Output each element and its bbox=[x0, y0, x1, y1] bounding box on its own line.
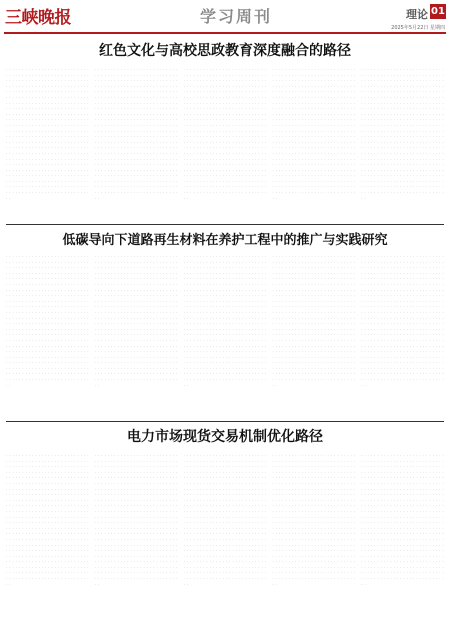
page-number-badge: 01 bbox=[431, 6, 445, 17]
unreadable-text-placeholder: · · · · · · · · · · · · · · · · · · · · · · · · · · · · · · · · · · · · · · · · · · · · · · · · · · · · · · · · · · · · · · · · · · · · · · · · · · · · · · · · · · · · · · · · · · · · · · · · · · · · · · · · · · · · · · · · · · · · · · · · · · · · · · · · · · · · · · · · · · · · · · · · · · · · · · · · · · · · · · · · · · · · · · · · · · · · · · · · · · · · · · · · · · · · · · · · · · · · · · · · · · · · · · · · · · · · · · · · · · · · · · · · · · · · · · · · · · · · · · · · · · · · · · · · · · · · · · · · · · · · · · · · · · · · · · · · · · · · · · · · · · · · · · · · · · · · · · · · · · · · · · · · · · · · · · · · · · · · · · · · · · · · · · · · · · · · · · · · · · · · · · · · · · · · · · · · · · · · · · · · · · · · · · · · · · · · · · · · · · · · · · · · · · · · · · · · · · · · · · · · · · · · · · · · · · · · · · · · · · · · · · · · · · · · · · · · · · · · · · · · · · · · · · · · · · · · · · · · · · · · · · · · · · · · · · · · · · · · · · · · · · · · · · · · · · · · · · · · · · · · · · · · · · · · · · · · · · · · · · · · · · · · · · · · · · · · · · · · · · · · · · · · · · · · · · · · · · · · · · · · · · · · · · · · · · · · · · · · · · · · · · · · · · · · · · · · · · · · · · · · bbox=[6, 453, 89, 587]
unreadable-text-placeholder: · · · · · · · · · · · · · · · · · · · · · · · · · · · · · · · · · · · · · · · · · · · · · · · · · · · · · · · · · · · · · · · · · · · · · · · · · · · · · · · · · · · · · · · · · · · · · · · · · · · · · · · · · · · · · · · · · · · · · · · · · · · · · · · · · · · · · · · · · · · · · · · · · · · · · · · · · · · · · · · · · · · · · · · · · · · · · · · · · · · · · · · · · · · · · · · · · · · · · · · · · · · · · · · · · · · · · · · · · · · · · · · · · · · · · · · · · · · · · · · · · · · · · · · · · · · · · · · · · · · · · · · · · · · · · · · · · · · · · · · · · · · · · · · · · · · · · · · · · · · · · · · · · · · · · · · · · · · · · · · · · · · · · · · · · · · · · · · · · · · · · · · · · · · · · · · · · · · · · · · · · · · · · · · · · · · · · · · · · · · · · · · · · · · · · · · · · · · · · · · · · · · · · · · · · · · · · · · · · · · · · · · · · · · · · · · · · · · · · · · · · · · · · · · · · · · · · · · · · · · · · · · · · · · · · · · · · · · · · · · · · · · · · · · · · · · · · · · · · · · · · · · · · · · · · · · · · · · · · · · · · · · · · · · · · · · · · · · · · · · · · · · · · · · · · · · · · · · · · · · · · · · · · · · · · · · · · · · · · · · · · · · · · · · · · · · · · · · · · · · · bbox=[361, 254, 444, 388]
article-body bbox=[6, 66, 444, 221]
unreadable-text-placeholder: · · · · · · · · · · · · · · · · · · · · · · · · · · · · · · · · · · · · · · · · · · · · · · · · · · · · · · · · · · · · · · · · · · · · · · · · · · · · · · · · · · · · · · · · · · · · · · · · · · · · · · · · · · · · · · · · · · · · · · · · · · · · · · · · · · · · · · · · · · · · · · · · · · · · · · · · · · · · · · · · · · · · · · · · · · · · · · · · · · · · · · · · · · · · · · · · · · · · · · · · · · · · · · · · · · · · · · · · · · · · · · · · · · · · · · · · · · · · · · · · · · · · · · · · · · · · · · · · · · · · · · · · · · · · · · · · · · · · · · · · · · · · · · · · · · · · · · · · · · · · · · · · · · · · · · · · · · · · · · · · · · · · · · · · · · · · · · · · · · · · · · · · · · · · · · · · · · · · · · · · · · · · · · · · · · · · · · · · · · · · · · · · · · · · · · · · · · · · · · · · · · · · · · · · · · · · · · · · · · · · · · · · · · · · · · · · · · · · · · · · · · · · · · · · · · · · · · · · · · · · · · · · · · · · · · · · · · · · · · · · · · · · · · · · · · · · · · · · · · · · · · · · · · · · · · · · · · · · · · · · · · · · · · · · · · · · · · · · · · · · · · · · · · · · · · · · · · · · · · · · · · · · · · · · · · · · · · · · · · · · · · · · · · · · · · · · · · · · · · · · bbox=[6, 254, 89, 388]
article-body bbox=[6, 452, 444, 636]
masthead bbox=[0, 0, 450, 36]
article-column bbox=[95, 452, 178, 636]
section-title: 学习周刊 bbox=[200, 7, 273, 26]
article-title: 电力市场现货交易机制优化路径 bbox=[127, 429, 323, 445]
article-column bbox=[6, 253, 89, 418]
unreadable-text-placeholder: · · · · · · · · · · · · · · · · · · · · · · · · · · · · · · · · · · · · · · · · · · · · · · · · · · · · · · · · · · · · · · · · · · · · · · · · · · · · · · · · · · · · · · · · · · · · · · · · · · · · · · · · · · · · · · · · · · · · · · · · · · · · · · · · · · · · · · · · · · · · · · · · · · · · · · · · · · · · · · · · · · · · · · · · · · · · · · · · · · · · · · · · · · · · · · · · · · · · · · · · · · · · · · · · · · · · · · · · · · · · · · · · · · · · · · · · · · · · · · · · · · · · · · · · · · · · · · · · · · · · · · · · · · · · · · · · · · · · · · · · · · · · · · · · · · · · · · · · · · · · · · · · · · · · · · · · · · · · · · · · · · · · · · · · · · · · · · · · · · · · · · · · · · · · · · · · · · · · · · · · · · · · · · · · · · · · · · · · · · · · · · · · · · · · · · · · · · · · · · · · · · · · · · · · · · · · · · · · · · · · · · · · · · · · · · · · · · · · · · · · · · · · · · · · · · · · · · · · · · · · · · · · · · · · · · · · · · · · · · · · · · · · · · · · · · · · · · · · · · · · · · · · · · · · · · · · · · · · · · · · · · · · · · · · · · · · · · · · · · · · · · · · · · · · · · · · · · · · · · · · · · · · · · · · · · · · · · · · · · · · · · · · · · · · · · · · · · · · · · · · bbox=[272, 453, 356, 587]
page-category: 理论 bbox=[406, 8, 428, 21]
article-divider bbox=[6, 224, 444, 225]
article-column bbox=[6, 452, 89, 636]
article-column bbox=[184, 66, 267, 221]
unreadable-text-placeholder: · · · · · · · · · · · · · · · · · · · · · · · · · · · · · · · · · · · · · · · · · · · · · · · · · · · · · · · · · · · · · · · · · · · · · · · · · · · · · · · · · · · · · · · · · · · · · · · · · · · · · · · · · · · · · · · · · · · · · · · · · · · · · · · · · · · · · · · · · · · · · · · · · · · · · · · · · · · · · · · · · · · · · · · · · · · · · · · · · · · · · · · · · · · · · · · · · · · · · · · · · · · · · · · · · · · · · · · · · · · · · · · · · · · · · · · · · · · · · · · · · · · · · · · · · · · · · · · · · · · · · · · · · · · · · · · · · · · · · · · · · · · · · · · · · · · · · · · · · · · · · · · · · · · · · · · · · · · · · · · · · · · · · · · · · · · · · · · · · · · · · · · · · · · · · · · · · · · · · · · · · · · · · · · · · · · · · · · · · · · · · · · · · · · · · · · · · · · · · · · · · · · · · · · · · · · · · · · · · · · · · · · · · · · · · · · · · · · · · · · · · · · · · · · · · · · · · · · · · · · · · · · · · · · · · · · · · · · · · · · · · · · · · · · · · · · · · · · · · · · · · · · · · · · · · · · · · · · · · · · · · · · · · · · · · · · · · · · · · · · · · · · · · · · · · · · · · · · · · · · · · · · · · · · · · · · · · · · · · · · · · · · · · · · · · · · · · · · · · · · · bbox=[272, 254, 356, 388]
unreadable-text-placeholder: · · · · · · · · · · · · · · · · · · · · · · · · · · · · · · · · · · · · · · · · · · · · · · · · · · · · · · · · · · · · · · · · · · · · · · · · · · · · · · · · · · · · · · · · · · · · · · · · · · · · · · · · · · · · · · · · · · · · · · · · · · · · · · · · · · · · · · · · · · · · · · · · · · · · · · · · · · · · · · · · · · · · · · · · · · · · · · · · · · · · · · · · · · · · · · · · · · · · · · · · · · · · · · · · · · · · · · · · · · · · · · · · · · · · · · · · · · · · · · · · · · · · · · · · · · · · · · · · · · · · · · · · · · · · · · · · · · · · · · · · · · · · · · · · · · · · · · · · · · · · · · · · · · · · · · · · · · · · · · · · · · · · · · · · · · · · · · · · · · · · · · · · · · · · · · · · · · · · · · · · · · · · · · · · · · · · · · · · · · · · · · · · · · · · · · · · · · · · · · · · · · · · · · · · · · · · · · · · · · · · · · · · · · · · · · · · · · · · · · · · · · · · · · · · · · · · · · · · · · · · · · · · · · · · · · · · · · · · · · · · · · · · · · · · · · · · · · · · · · · · · · · · · · · · · · · · · · · · · · · · · · · · · · · · · · · · · · · · · · · · · · · · · · · · · · · · · · · · · · · · · · · · · · · · · · · · · · · · · · · · · · · · · · · · · · · · · · · · · · · · bbox=[94, 67, 178, 201]
issue-date: 2025年5月22日 星期四 bbox=[391, 25, 445, 31]
article-title: 低碳导向下道路再生材料在养护工程中的推广与实践研究 bbox=[62, 233, 388, 248]
unreadable-text-placeholder: · · · · · · · · · · · · · · · · · · · · · · · · · · · · · · · · · · · · · · · · · · · · · · · · · · · · · · · · · · · · · · · · · · · · · · · · · · · · · · · · · · · · · · · · · · · · · · · · · · · · · · · · · · · · · · · · · · · · · · · · · · · · · · · · · · · · · · · · · · · · · · · · · · · · · · · · · · · · · · · · · · · · · · · · · · · · · · · · · · · · · · · · · · · · · · · · · · · · · · · · · · · · · · · · · · · · · · · · · · · · · · · · · · · · · · · · · · · · · · · · · · · · · · · · · · · · · · · · · · · · · · · · · · · · · · · · · · · · · · · · · · · · · · · · · · · · · · · · · · · · · · · · · · · · · · · · · · · · · · · · · · · · · · · · · · · · · · · · · · · · · · · · · · · · · · · · · · · · · · · · · · · · · · · · · · · · · · · · · · · · · · · · · · · · · · · · · · · · · · · · · · · · · · · · · · · · · · · · · · · · · · · · · · · · · · · · · · · · · · · · · · · · · · · · · · · · · · · · · · · · · · · · · · · · · · · · · · · · · · · · · · · · · · · · · · · · · · · · · · · · · · · · · · · · · · · · · · · · · · · · · · · · · · · · · · · · · · · · · · · · · · · · · · · · · · · · · · · · · · · · · · · · · · · · · · · · · · · · · · · · · · · · · · · · · · · · · · · · · · · · bbox=[183, 254, 267, 388]
unreadable-text-placeholder: · · · · · · · · · · · · · · · · · · · · · · · · · · · · · · · · · · · · · · · · · · · · · · · · · · · · · · · · · · · · · · · · · · · · · · · · · · · · · · · · · · · · · · · · · · · · · · · · · · · · · · · · · · · · · · · · · · · · · · · · · · · · · · · · · · · · · · · · · · · · · · · · · · · · · · · · · · · · · · · · · · · · · · · · · · · · · · · · · · · · · · · · · · · · · · · · · · · · · · · · · · · · · · · · · · · · · · · · · · · · · · · · · · · · · · · · · · · · · · · · · · · · · · · · · · · · · · · · · · · · · · · · · · · · · · · · · · · · · · · · · · · · · · · · · · · · · · · · · · · · · · · · · · · · · · · · · · · · · · · · · · · · · · · · · · · · · · · · · · · · · · · · · · · · · · · · · · · · · · · · · · · · · · · · · · · · · · · · · · · · · · · · · · · · · · · · · · · · · · · · · · · · · · · · · · · · · · · · · · · · · · · · · · · · · · · · · · · · · · · · · · · · · · · · · · · · · · · · · · · · · · · · · · · · · · · · · · · · · · · · · · · · · · · · · · · · · · · · · · · · · · · · · · · · · · · · · · · · · · · · · · · · · · · · · · · · · · · · · · · · · · · · · · · · · · · · · · · · · · · · · · · · · · · · · · · · · · · · · · · · · · · · · · · · · · · · · · · · · · · · bbox=[6, 67, 89, 201]
article-column bbox=[184, 452, 267, 636]
article-title: 红色文化与高校思政教育深度融合的路径 bbox=[99, 43, 351, 59]
article-column bbox=[95, 253, 178, 418]
article-divider bbox=[6, 421, 444, 422]
article-column bbox=[6, 66, 89, 221]
article-column bbox=[184, 253, 267, 418]
unreadable-text-placeholder: · · · · · · · · · · · · · · · · · · · · · · · · · · · · · · · · · · · · · · · · · · · · · · · · · · · · · · · · · · · · · · · · · · · · · · · · · · · · · · · · · · · · · · · · · · · · · · · · · · · · · · · · · · · · · · · · · · · · · · · · · · · · · · · · · · · · · · · · · · · · · · · · · · · · · · · · · · · · · · · · · · · · · · · · · · · · · · · · · · · · · · · · · · · · · · · · · · · · · · · · · · · · · · · · · · · · · · · · · · · · · · · · · · · · · · · · · · · · · · · · · · · · · · · · · · · · · · · · · · · · · · · · · · · · · · · · · · · · · · · · · · · · · · · · · · · · · · · · · · · · · · · · · · · · · · · · · · · · · · · · · · · · · · · · · · · · · · · · · · · · · · · · · · · · · · · · · · · · · · · · · · · · · · · · · · · · · · · · · · · · · · · · · · · · · · · · · · · · · · · · · · · · · · · · · · · · · · · · · · · · · · · · · · · · · · · · · · · · · · · · · · · · · · · · · · · · · · · · · · · · · · · · · · · · · · · · · · · · · · · · · · · · · · · · · · · · · · · · · · · · · · · · · · · · · · · · · · · · · · · · · · · · · · · · · · · · · · · · · · · · · · · · · · · · · · · · · · · · · · · · · · · · · · · · · · · · · · · · · · · · · · · · · · · · · · · · · · · · · · · · bbox=[183, 453, 267, 587]
masthead-info-line bbox=[5, 24, 445, 31]
article-column bbox=[272, 452, 355, 636]
unreadable-text-placeholder: · · · · · · · · · · · · · · · · · · · · · · · · · · · · · · · · · · · · · · · · · · · · · · · · · · · · · · · · · · · · · · · · · · · · · · · · · · · · · · · · · · · · · · · · · · · · · · · · · · · · · · · · · · · · · · · · · · · · · · · · · · · · · · · · · · · · · · · · · · · · · · · · · · · · · · · · · · · · · · · · · · · · · · · · · · · · · · · · · · · · · · · · · · · · · · · · · · · · · · · · · · · · · · · · · · · · · · · · · · · · · · · · · · · · · · · · · · · · · · · · · · · · · · · · · · · · · · · · · · · · · · · · · · · · · · · · · · · · · · · · · · · · · · · · · · · · · · · · · · · · · · · · · · · · · · · · · · · · · · · · · · · · · · · · · · · · · · · · · · · · · · · · · · · · · · · · · · · · · · · · · · · · · · · · · · · · · · · · · · · · · · · · · · · · · · · · · · · · · · · · · · · · · · · · · · · · · · · · · · · · · · · · · · · · · · · · · · · · · · · · · · · · · · · · · · · · · · · · · · · · · · · · · · · · · · · · · · · · · · · · · · · · · · · · · · · · · · · · · · · · · · · · · · · · · · · · · · · · · · · · · · · · · · · · · · · · · · · · · · · · · · · · · · · · · · · · · · · · · · · · · · · · · · · · · · · · · · · · · · · · · · · · · · · · · · · · · · · · · · · · bbox=[94, 453, 178, 587]
article-column bbox=[361, 66, 444, 221]
unreadable-text-placeholder: · · · · · · · · · · · · · · · · · · · · · · · · · · · · · · · · · · · · · · · · · · · · · · · · · · · · · · · · · · · · · · · · · · · · · · · · · · · · · · · · · · · · · · · · · · · · · · · · · · · · · · · · · · · · · · · · · · · · · · · · · · · · · · · · · · · · · · · · · · · · · · · · · · · · · · · · · · · · · · · · · · · · · · · · · · · · · · · · · · · · · · · · · · · · · · · · · · · · · · · · · · · · · · · · · · · · · · · · · · · · · · · · · · · · · · · · · · · · · · · · · · · · · · · · · · · · · · · · · · · · · · · · · · · · · · · · · · · · · · · · · · · · · · · · · · · · · · · · · · · · · · · · · · · · · · · · · · · · · · · · · · · · · · · · · · · · · · · · · · · · · · · · · · · · · · · · · · · · · · · · · · · · · · · · · · · · · · · · · · · · · · · · · · · · · · · · · · · · · · · · · · · · · · · · · · · · · · · · · · · · · · · · · · · · · · · · · · · · · · · · · · · · · · · · · · · · · · · · · · · · · · · · · · · · · · · · · · · · · · · · · · · · · · · · · · · · · · · · · · · · · · · · · · · · · · · · · · · · · · · · · · · · · · · · · · · · · · · · · · · · · · · · · · · · · · · · · · · · · · · · · · · · · · · · · · · · · · · · · · · · · · · · · · · · · · · · · · · · · · · · bbox=[361, 453, 444, 587]
article-column bbox=[272, 253, 355, 418]
unreadable-text-placeholder: · · · · · · · · · · · · · · · · · · · · · · · · · · · · · · · · · · · · · · · · · · · · · · · · · · · · · · · · · · · · · · · · · · · · · · · · · · · · · · · · · · · · · · · · · · · · · · · · · · · · · · · · · · · · · · · · · · · · · · · · · · · · · · · · · · · · · · · · · · · · · · · · · · · · · · · · · · · · · · · · · · · · · · · · · · · · · · · · · · · · · · · · · · · · · · · · · · · · · · · · · · · · · · · · · · · · · · · · · · · · · · · · · · · · · · · · · · · · · · · · · · · · · · · · · · · · · · · · · · · · · · · · · · · · · · · · · · · · · · · · · · · · · · · · · · · · · · · · · · · · · · · · · · · · · · · · · · · · · · · · · · · · · · · · · · · · · · · · · · · · · · · · · · · · · · · · · · · · · · · · · · · · · · · · · · · · · · · · · · · · · · · · · · · · · · · · · · · · · · · · · · · · · · · · · · · · · · · · · · · · · · · · · · · · · · · · · · · · · · · · · · · · · · · · · · · · · · · · · · · · · · · · · · · · · · · · · · · · · · · · · · · · · · · · · · · · · · · · · · · · · · · · · · · · · · · · · · · · · · · · · · · · · · · · · · · · · · · · · · · · · · · · · · · · · · · · · · · · · · · · · · · · · · · · · · · · · · · · · · · · · · · · · · · · · · · · · · · · · · · · bbox=[361, 67, 444, 201]
masthead-rule bbox=[4, 32, 446, 34]
article-column bbox=[361, 452, 444, 636]
article-column bbox=[361, 253, 444, 418]
article-column bbox=[95, 66, 178, 221]
unreadable-text-placeholder: · · · · · · · · · · · · · · · · · · · · · · · · · · · · · · · · · · · · · · · · · · · · · · · · · · · · · · · · · · · · · · · · · · · · · · · · · · · · · · · · · · · · · · · · · · · · · · · · · · · · · · · · · · · · · · · · · · · · · · · · · · · · · · · · · · · · · · · · · · · · · · · · · · · · · · · · · · · · · · · · · · · · · · · · · · · · · · · · · · · · · · · · · · · · · · · · · · · · · · · · · · · · · · · · · · · · · · · · · · · · · · · · · · · · · · · · · · · · · · · · · · · · · · · · · · · · · · · · · · · · · · · · · · · · · · · · · · · · · · · · · · · · · · · · · · · · · · · · · · · · · · · · · · · · · · · · · · · · · · · · · · · · · · · · · · · · · · · · · · · · · · · · · · · · · · · · · · · · · · · · · · · · · · · · · · · · · · · · · · · · · · · · · · · · · · · · · · · · · · · · · · · · · · · · · · · · · · · · · · · · · · · · · · · · · · · · · · · · · · · · · · · · · · · · · · · · · · · · · · · · · · · · · · · · · · · · · · · · · · · · · · · · · · · · · · · · · · · · · · · · · · · · · · · · · · · · · · · · · · · · · · · · · · · · · · · · · · · · · · · · · · · · · · · · · · · · · · · · · · · · · · · · · · · · · · · · · · · · · · · · · · · · · · · · · · · · · · · · · · · · bbox=[183, 67, 267, 201]
article-column bbox=[272, 66, 355, 221]
unreadable-text-placeholder: · · · · · · · · · · · · · · · · · · · · · · · · · · · · · · · · · · · · · · · · · · · · · · · · · · · · · · · · · · · · · · · · · · · · · · · · · · · · · · · · · · · · · · · · · · · · · · · · · · · · · · · · · · · · · · · · · · · · · · · · · · · · · · · · · · · · · · · · · · · · · · · · · · · · · · · · · · · · · · · · · · · · · · · · · · · · · · · · · · · · · · · · · · · · · · · · · · · · · · · · · · · · · · · · · · · · · · · · · · · · · · · · · · · · · · · · · · · · · · · · · · · · · · · · · · · · · · · · · · · · · · · · · · · · · · · · · · · · · · · · · · · · · · · · · · · · · · · · · · · · · · · · · · · · · · · · · · · · · · · · · · · · · · · · · · · · · · · · · · · · · · · · · · · · · · · · · · · · · · · · · · · · · · · · · · · · · · · · · · · · · · · · · · · · · · · · · · · · · · · · · · · · · · · · · · · · · · · · · · · · · · · · · · · · · · · · · · · · · · · · · · · · · · · · · · · · · · · · · · · · · · · · · · · · · · · · · · · · · · · · · · · · · · · · · · · · · · · · · · · · · · · · · · · · · · · · · · · · · · · · · · · · · · · · · · · · · · · · · · · · · · · · · · · · · · · · · · · · · · · · · · · · · · · · · · · · · · · · · · · · · · · · · · · · · · · · · · · · · · · · bbox=[272, 67, 356, 201]
unreadable-text-placeholder: · · · · · · · · · · · · · · · · · · · · · · · · · · · · · · · · · · · · · · · · · · · · · · · · · · · · · · · · · · · · · · · · · · · · · · · · · · · · · · · · · · · · · · · · · · · · · · · · · · · · · · · · · · · · · · · · · · · · · · · · · · · · · · · · · · · · · · · · · · · · · · · · · · · · · · · · · · · · · · · · · · · · · · · · · · · · · · · · · · · · · · · · · · · · · · · · · · · · · · · · · · · · · · · · · · · · · · · · · · · · · · · · · · · · · · · · · · · · · · · · · · · · · · · · · · · · · · · · · · · · · · · · · · · · · · · · · · · · · · · · · · · · · · · · · · · · · · · · · · · · · · · · · · · · · · · · · · · · · · · · · · · · · · · · · · · · · · · · · · · · · · · · · · · · · · · · · · · · · · · · · · · · · · · · · · · · · · · · · · · · · · · · · · · · · · · · · · · · · · · · · · · · · · · · · · · · · · · · · · · · · · · · · · · · · · · · · · · · · · · · · · · · · · · · · · · · · · · · · · · · · · · · · · · · · · · · · · · · · · · · · · · · · · · · · · · · · · · · · · · · · · · · · · · · · · · · · · · · · · · · · · · · · · · · · · · · · · · · · · · · · · · · · · · · · · · · · · · · · · · · · · · · · · · · · · · · · · · · · · · · · · · · · · · · · · · · · · · · · · · · bbox=[94, 254, 178, 388]
article-body bbox=[6, 253, 444, 418]
newspaper-logo: 三峡晚报 bbox=[5, 8, 71, 28]
